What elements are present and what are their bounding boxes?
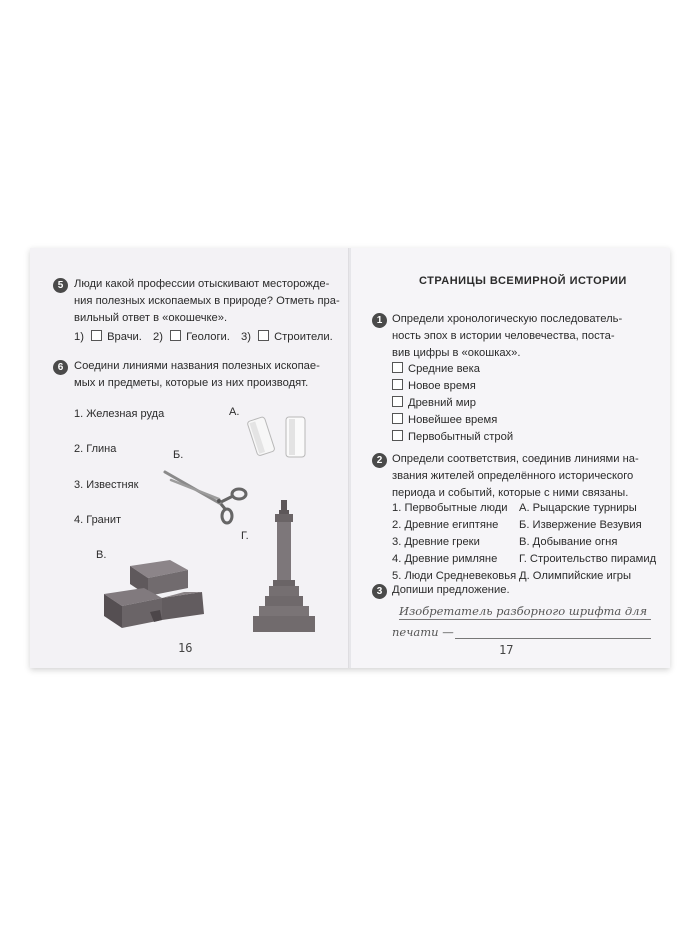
task-1-badge: 1	[372, 313, 387, 328]
letter-a: А.	[229, 406, 240, 418]
task-6-text	[74, 358, 349, 392]
people-item: 3. Древние греки	[392, 536, 480, 548]
task-5-line-3: вильный ответ в «окошечке».	[74, 312, 228, 324]
task-5-options	[74, 329, 344, 346]
task-6-badge: 6	[53, 360, 68, 375]
epoch-item	[392, 395, 513, 412]
epoch-item	[392, 412, 513, 429]
mineral-item-2: 2. Глина	[74, 443, 117, 455]
task-1-line-1: Определи хронологическую последователь-	[392, 313, 623, 325]
epoch-item	[392, 378, 513, 395]
task-5-line-1: Люди какой профессии отыскивают месторожде-	[74, 278, 330, 290]
chalk-image	[244, 408, 312, 463]
event-item: Г. Строительство пирамид	[519, 553, 657, 565]
people-item: 5. Люди Средневековья	[392, 570, 517, 582]
people-item: 4. Древние римляне	[392, 553, 498, 565]
task-1-line-3: вив цифры в «окошках».	[392, 347, 521, 359]
right-page	[351, 248, 670, 668]
option-2-label: Геологи.	[186, 331, 230, 343]
task-3-text: Допиши предложение.	[392, 584, 510, 596]
mineral-item-1: 1. Железная руда	[74, 408, 165, 420]
events-column	[519, 500, 656, 585]
answer-line[interactable]	[455, 638, 651, 639]
people-item: 1. Первобытные люди	[392, 502, 508, 514]
option-1-checkbox[interactable]	[91, 330, 102, 341]
option-3-checkbox[interactable]	[258, 330, 269, 341]
task-6-line-2: мых и предметы, которые из них производят.	[74, 377, 309, 389]
option-1-label: Врачи.	[107, 331, 142, 343]
epoch-checkbox[interactable]	[392, 396, 403, 407]
book-spread	[30, 248, 670, 668]
epoch-item	[392, 429, 513, 446]
task-2-line-2: звания жителей определённого исторического	[392, 470, 634, 482]
task-5-badge: 5	[53, 278, 68, 293]
writing-line-1	[399, 619, 651, 620]
epoch-label: Новое время	[408, 380, 476, 392]
option-2-checkbox[interactable]	[170, 330, 181, 341]
task-5-text	[74, 276, 344, 327]
left-page	[30, 248, 349, 668]
handwritten-line-2: печати —	[392, 625, 454, 639]
task-2-badge: 2	[372, 453, 387, 468]
task-1-line-2: ность эпох в истории человечества, поста-	[392, 330, 615, 342]
epoch-checkbox[interactable]	[392, 413, 403, 424]
epoch-list	[392, 361, 513, 446]
epoch-label: Древний мир	[408, 397, 476, 409]
epoch-item	[392, 361, 513, 378]
letter-g: Г.	[241, 530, 249, 542]
epoch-label: Новейшее время	[408, 414, 498, 426]
task-1-text	[392, 311, 664, 362]
epoch-checkbox[interactable]	[392, 379, 403, 390]
task-2-line-1: Определи соответствия, соединив линиями на-	[392, 453, 639, 465]
letter-v: В.	[96, 549, 107, 561]
task-6-line-1: Соедини линиями названия полезных ископае-	[74, 360, 320, 372]
task-5-line-2: ния полезных ископаемых в природе? Отметь пра-	[74, 295, 340, 307]
epoch-label: Первобытный строй	[408, 431, 514, 443]
event-item: Б. Извержение Везувия	[519, 519, 642, 531]
option-2-num: 2)	[153, 331, 163, 343]
handwritten-line-1: Изобретатель разборного шрифта для	[399, 604, 648, 618]
option-3-num: 3)	[241, 331, 251, 343]
letter-b: Б.	[173, 449, 184, 461]
bricks-image	[100, 556, 210, 638]
option-1-num: 1)	[74, 331, 84, 343]
option-3-label: Строители.	[274, 331, 333, 343]
task-2-line-3: периода и событий, которые с ними связаны.	[392, 487, 629, 499]
mineral-item-3: 3. Известняк	[74, 479, 139, 491]
page-number-left: 16	[178, 641, 193, 655]
granite-monument-image	[245, 496, 325, 636]
scissors-image	[163, 466, 251, 526]
mineral-item-4: 4. Гранит	[74, 514, 122, 526]
epoch-label: Средние века	[408, 363, 480, 375]
event-item: В. Добывание огня	[519, 536, 618, 548]
event-item: Д. Олимпийские игры	[519, 570, 632, 582]
people-item: 2. Древние египтяне	[392, 519, 499, 531]
epoch-checkbox[interactable]	[392, 362, 403, 373]
page-number-right: 17	[499, 643, 514, 657]
event-item: А. Рыцарские турниры	[519, 502, 637, 514]
task-2-text	[392, 451, 666, 502]
epoch-checkbox[interactable]	[392, 430, 403, 441]
page-title: СТРАНИЦЫ ВСЕМИРНОЙ ИСТОРИИ	[419, 275, 627, 287]
people-column	[392, 500, 516, 585]
task-3-badge: 3	[372, 584, 387, 599]
